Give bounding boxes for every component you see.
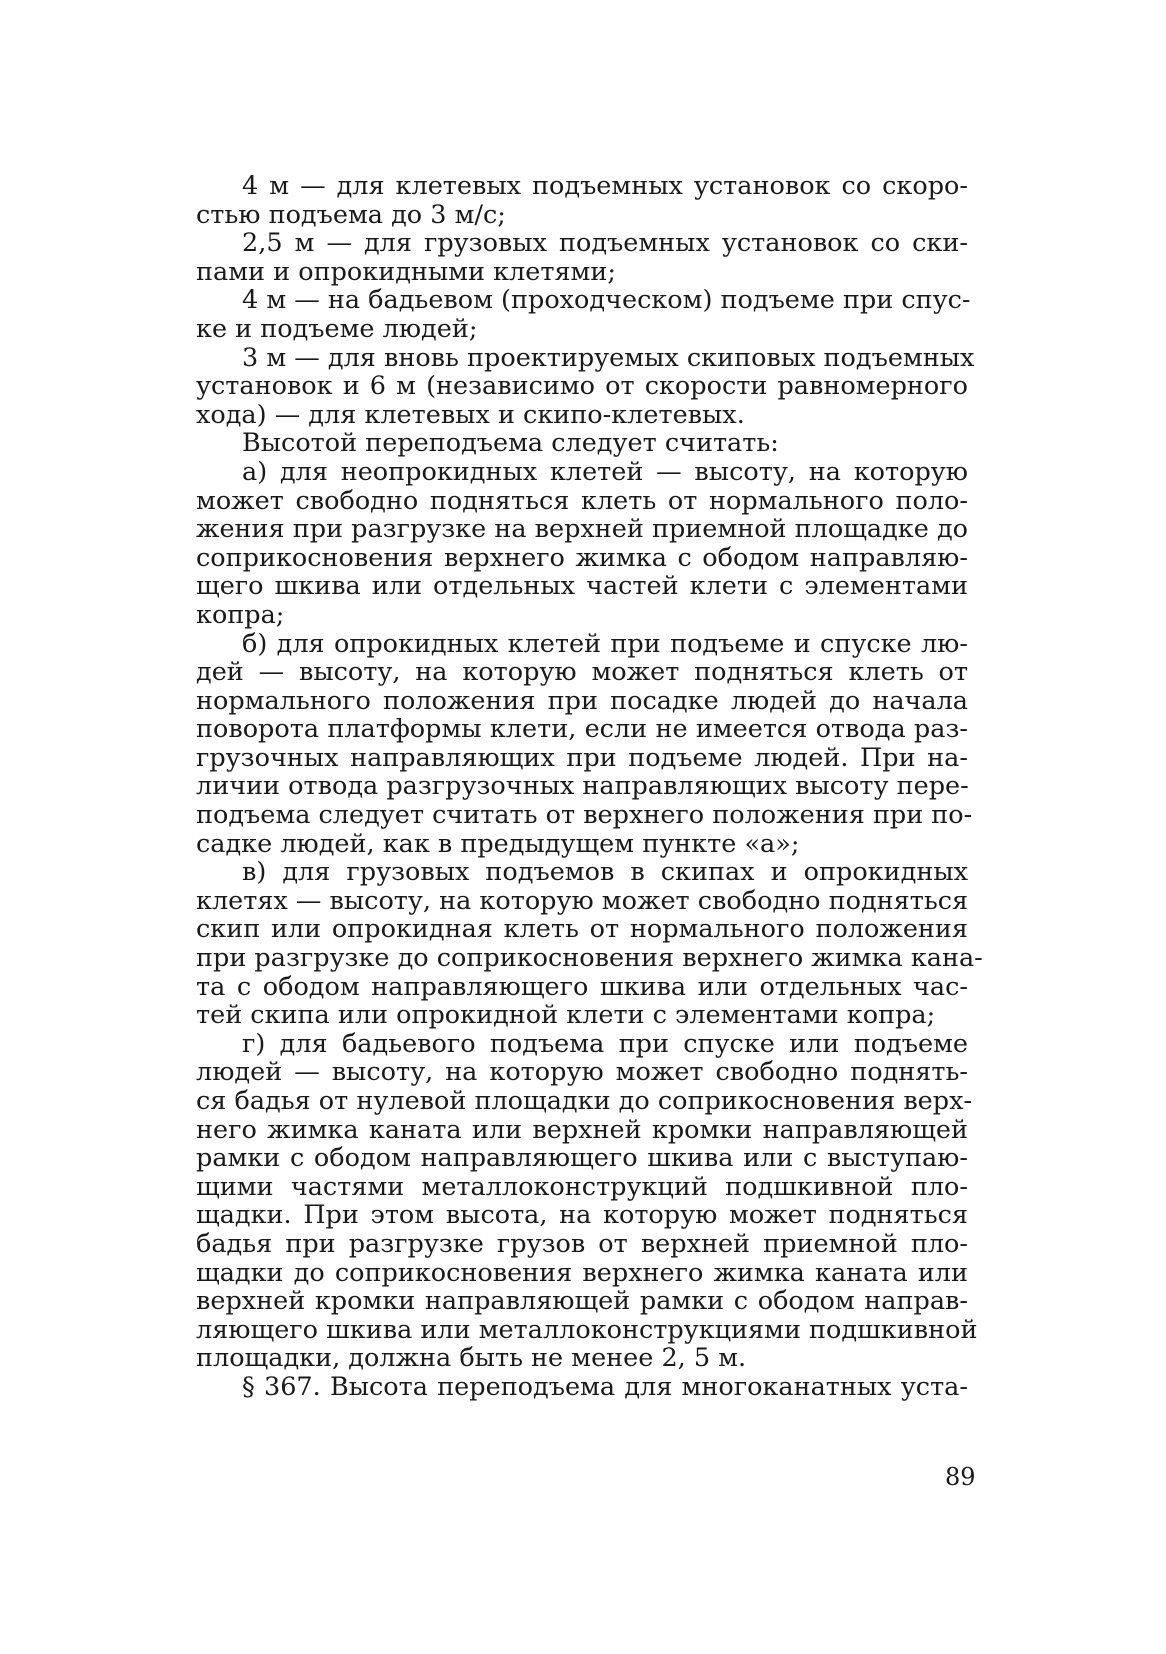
text-line: рамки с ободом направляющего шкива или с выступаю- bbox=[196, 1143, 968, 1174]
text-line: 4 м — на бадьевом (проходческом) подъеме при спус- bbox=[242, 285, 971, 316]
text-line: ся бадья от нулевой площадки до соприкосновения верх- bbox=[196, 1086, 973, 1116]
text-line: при разгрузке до соприкосновения верхнего жимка кана- bbox=[196, 943, 983, 974]
text-line: та с ободом направляющего шкива или отдельных час- bbox=[196, 971, 968, 1002]
text-line: г) для бадьевого подъема при спуске или подъеме bbox=[242, 1028, 968, 1059]
text-line: щими частями металлоконструкций подшкивной пло- bbox=[196, 1171, 968, 1202]
text-line: личии отвода разгрузочных направляющих высоту пере- bbox=[196, 771, 969, 802]
text-line: копра; bbox=[196, 599, 285, 630]
text-line: 3 м — для вновь проектируемых скиповых подъемных bbox=[242, 342, 975, 373]
page-number: 89 bbox=[945, 1463, 976, 1491]
text-line: стью подъема до 3 м/с; bbox=[196, 199, 506, 230]
text-line: садке людей, как в предыдущем пункте «а»; bbox=[196, 828, 800, 859]
text-line: поворота платформы клети, если не имеется отвода раз- bbox=[196, 714, 968, 745]
text-line: грузочных направляющих при подъеме людей. При на- bbox=[196, 742, 968, 773]
text-line: ляющего шкива или металлоконструкциями подшкивной bbox=[196, 1314, 978, 1345]
text-line: бадья при разгрузке грузов от верхней приемной пло- bbox=[196, 1228, 968, 1259]
text-line: соприкосновения верхнего жимка с ободом направляю- bbox=[196, 542, 968, 573]
text-line: верхней кромки направляющей рамки с ободом направ- bbox=[196, 1286, 968, 1317]
text-line: клетях — высоту, на которую может свободно подняться bbox=[196, 885, 969, 916]
text-line: щего шкива или отдельных частей клети с элементами bbox=[196, 571, 968, 602]
text-line: щадки. При этом высота, на которую может подняться bbox=[196, 1200, 968, 1231]
text-line: людей — высоту, на которую может свободно поднять- bbox=[196, 1057, 968, 1088]
text-line: щадки до соприкосновения верхнего жимка каната или bbox=[196, 1257, 968, 1288]
text-line: 4 м — для клетевых подъемных установок со скоро- bbox=[242, 171, 968, 201]
text-line: дей — высоту, на которую может подняться клеть от bbox=[196, 657, 968, 688]
text-line: тей скипа или опрокидной клети с элементами копра; bbox=[196, 1000, 936, 1031]
text-line: а) для неопрокидных клетей — высоту, на которую bbox=[242, 456, 968, 487]
text-line: б) для опрокидных клетей при подъеме и спуске лю- bbox=[242, 628, 968, 659]
text-line: хода) — для клетевых и скипо-клетевых. bbox=[196, 399, 745, 430]
text-line: Высотой переподъема следует считать: bbox=[242, 428, 779, 459]
text-line: § 367. Высота переподъема для многоканатных уста- bbox=[242, 1371, 968, 1402]
text-line: него жимка каната или верхней кромки направляющей bbox=[196, 1114, 968, 1145]
text-line: нормального положения при посадке людей до начала bbox=[196, 685, 968, 716]
text-line: может свободно подняться клеть от нормального поло- bbox=[196, 485, 968, 516]
body-text bbox=[196, 171, 983, 1402]
text-line: площадки, должна быть не менее 2, 5 м. bbox=[196, 1343, 747, 1374]
text-line: подъема следует считать от верхнего положения при по- bbox=[196, 800, 973, 831]
text-line: жения при разгрузке на верхней приемной площадке до bbox=[196, 514, 968, 545]
text-line: 2,5 м — для грузовых подъемных установок со ски- bbox=[242, 228, 968, 259]
text-line: пами и опрокидными клетями; bbox=[196, 256, 616, 287]
text-line: скип или опрокидная клеть от нормального положения bbox=[196, 914, 968, 945]
text-line: ке и подъеме людей; bbox=[196, 313, 478, 344]
text-line: установок и 6 м (независимо от скорости равномерного bbox=[196, 371, 968, 402]
text-line: в) для грузовых подъемов в скипах и опрокидных bbox=[242, 857, 968, 888]
